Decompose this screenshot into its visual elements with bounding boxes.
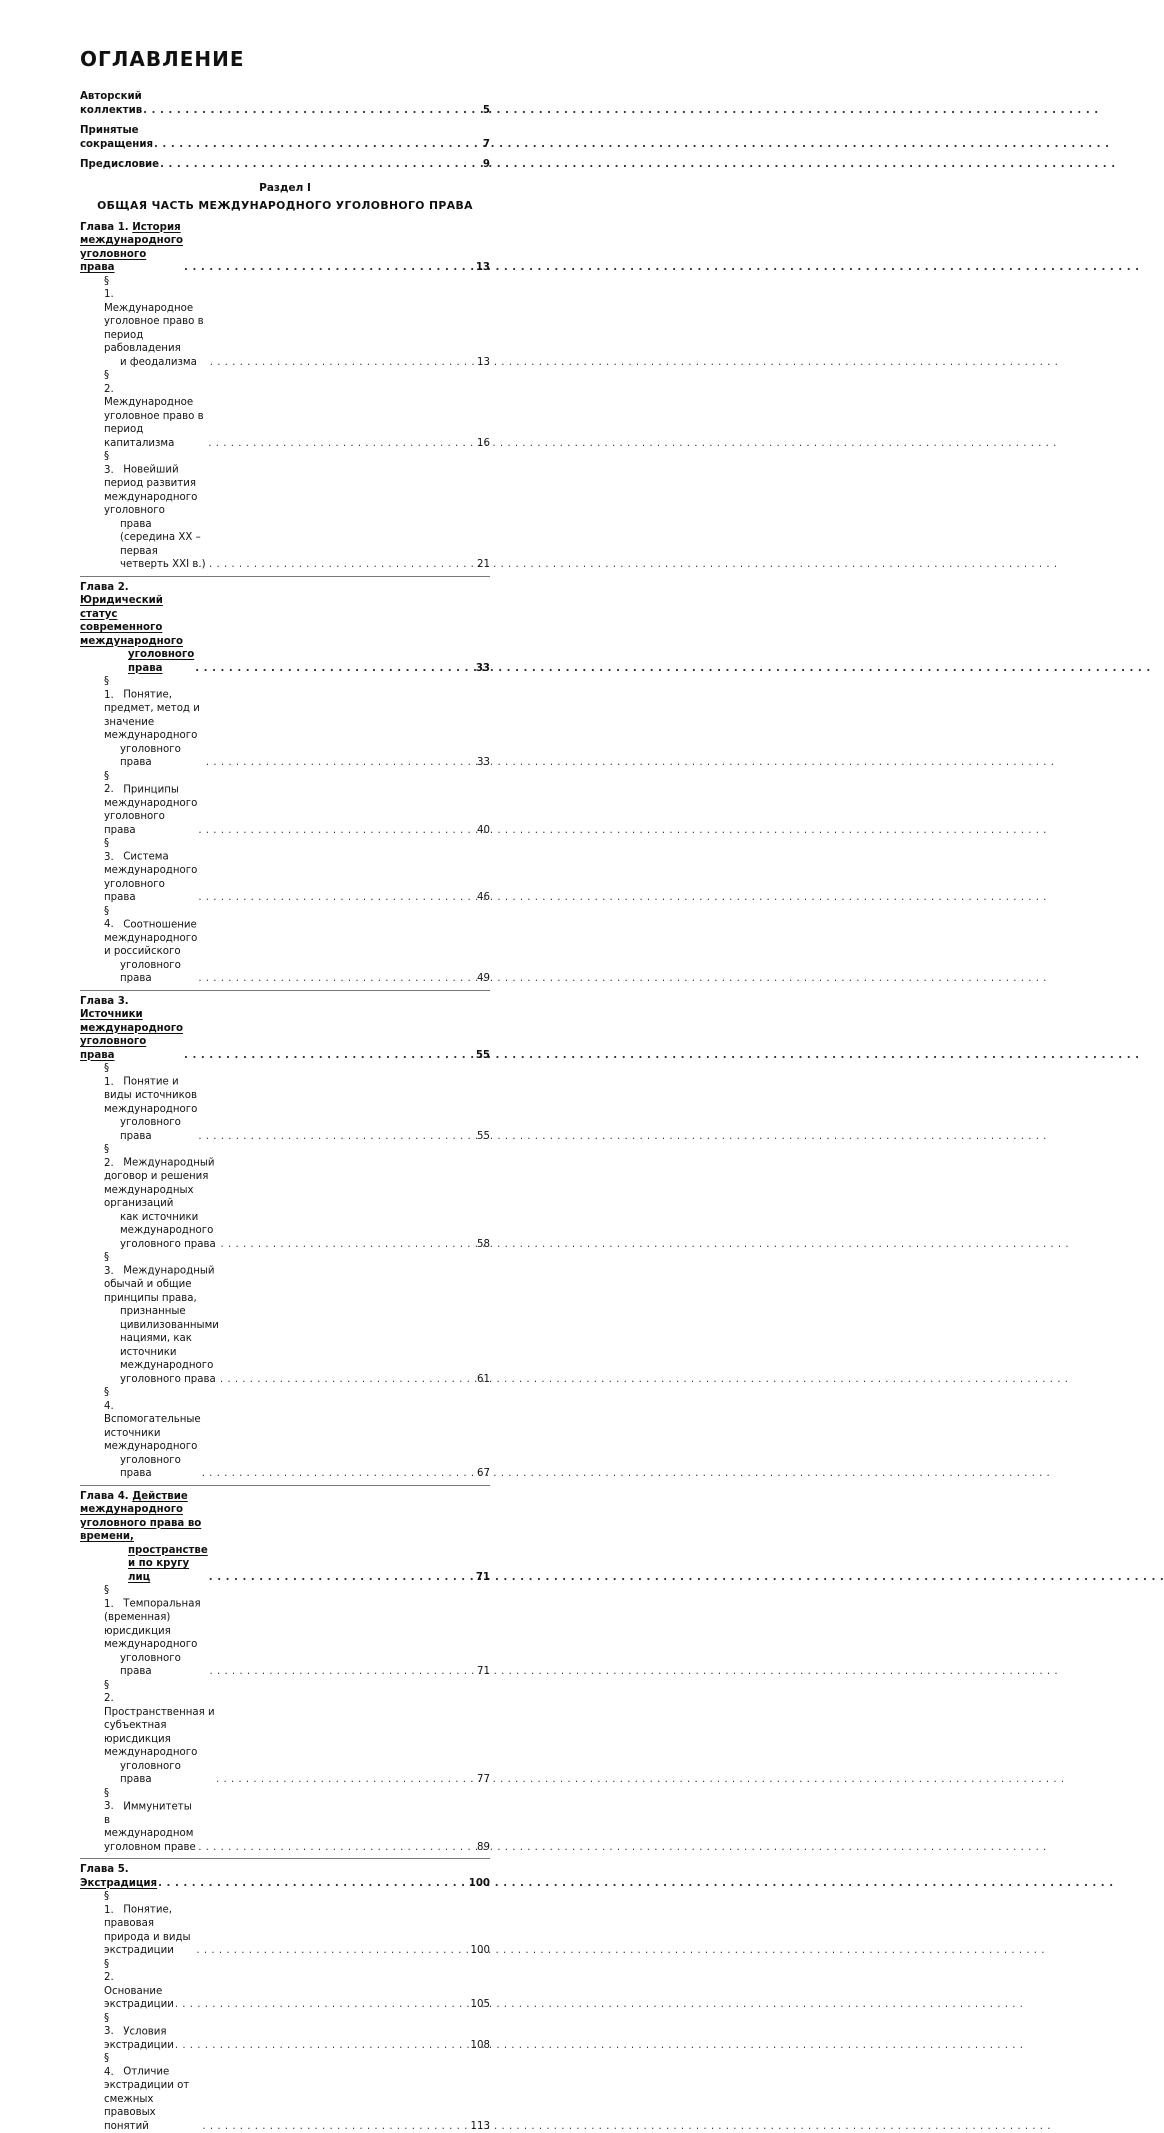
chapter-title-line: Юридический статус современного международного <box>80 595 183 647</box>
paragraph-heading <box>104 450 208 572</box>
paragraph-number: § 4. <box>104 905 120 932</box>
toc-paragraph-entry[interactable] <box>80 1386 490 1481</box>
chapter-number: Глава 4. <box>80 1491 129 1502</box>
paragraph-number: § 1. <box>104 1062 120 1089</box>
leader-dots <box>209 558 476 572</box>
chapter-divider <box>80 990 490 991</box>
paragraph-number: § 2. <box>104 1143 120 1170</box>
chapter-title-line: Действие международного уголовного права во времени, <box>80 1491 201 1543</box>
paragraph-heading <box>104 770 197 838</box>
chapter-divider <box>80 1858 490 1859</box>
paragraph-title-line: Система международного уголовного права <box>104 852 197 904</box>
toc-paragraph-entry[interactable] <box>80 675 490 770</box>
toc-page-number: 58 <box>477 1238 490 1252</box>
paragraph-heading <box>104 1890 195 1958</box>
paragraph-heading <box>104 275 209 370</box>
toc-paragraph-entry[interactable] <box>80 1143 490 1251</box>
leader-dots <box>143 104 482 118</box>
leader-dots <box>175 1998 470 2012</box>
toc-entry-authors[interactable] <box>80 90 490 117</box>
paragraph-title-line: Соотношение международного и российского <box>104 919 197 957</box>
leader-dots <box>208 437 476 451</box>
paragraph-title-line: Международный договор и решения международных организаций <box>104 1158 215 1210</box>
chapter-heading <box>80 1863 157 1890</box>
leader-dots <box>202 2120 469 2133</box>
paragraph-heading <box>104 905 197 986</box>
chapter-heading <box>80 581 194 676</box>
paragraph-title-line: международного уголовного права <box>104 1359 219 1386</box>
toc-page-number: 71 <box>477 1665 490 1679</box>
toc-page-number: 71 <box>476 1571 490 1585</box>
toc-paragraph-entry[interactable] <box>80 1890 490 1958</box>
chapter-heading <box>80 221 183 275</box>
leader-dots <box>202 1467 476 1481</box>
toc-paragraph-entry[interactable] <box>80 2012 490 2053</box>
leader-dots <box>206 756 476 770</box>
toc-paragraph-entry[interactable] <box>80 1251 490 1386</box>
paragraph-number: § 1. <box>104 675 120 702</box>
toc-page-number: 55 <box>477 1130 490 1144</box>
toc-paragraph-entry[interactable] <box>80 1787 490 1855</box>
toc-chapter-entry[interactable] <box>80 581 490 676</box>
paragraph-title-line: Условия экстрадиции <box>104 2026 174 2051</box>
toc-paragraph-entry[interactable] <box>80 450 490 572</box>
paragraph-number: § 2. <box>104 369 120 396</box>
chapter-title-line: пространстве и по кругу лиц <box>80 1544 208 1585</box>
leader-dots <box>209 1571 475 1585</box>
chapter-heading <box>80 1490 208 1585</box>
toc-page-number: 89 <box>477 1841 490 1855</box>
paragraph-title-line: Понятие и виды источников международного <box>104 1077 197 1115</box>
front-matter <box>80 90 490 172</box>
paragraph-title-line: Пространственная и субъектная юрисдикция международного <box>104 1707 215 1759</box>
paragraph-heading <box>104 2012 174 2053</box>
toc-paragraph-entry[interactable] <box>80 1679 490 1787</box>
toc-paragraph-entry[interactable] <box>80 770 490 838</box>
toc-page-number: 13 <box>476 261 490 275</box>
toc-page-number: 40 <box>477 824 490 838</box>
paragraph-heading <box>104 369 207 450</box>
leader-dots <box>154 138 482 152</box>
toc-entry-abbreviations[interactable] <box>80 124 490 151</box>
toc-chapter-entry[interactable] <box>80 995 490 1063</box>
toc-page-number: 77 <box>477 1773 490 1787</box>
toc-paragraph-entry[interactable] <box>80 2052 490 2133</box>
toc-paragraph-entry[interactable] <box>80 1584 490 1679</box>
page-title: ОГЛАВЛЕНИЕ <box>80 47 245 71</box>
chapter-title-line: уголовного права <box>80 648 194 675</box>
paragraph-title-line: и феодализма <box>104 356 209 370</box>
chapter-number: Глава 2. <box>80 582 129 593</box>
paragraph-heading <box>104 1251 219 1386</box>
chapter-title-line: Источники международного уголовного права <box>80 1009 183 1061</box>
paragraph-number: § 2. <box>104 1958 120 1985</box>
leader-dots <box>198 891 476 905</box>
paragraph-number: § 3. <box>104 1787 120 1814</box>
paragraph-title-line: права (середина XX – первая четверть XXI в.) <box>104 518 208 572</box>
toc-paragraph-entry[interactable] <box>80 1958 490 2012</box>
leader-dots <box>221 1238 477 1252</box>
section-title: ОБЩАЯ ЧАСТЬ МЕЖДУНАРОДНОГО УГОЛОВНОГО ПРАВА <box>80 199 490 212</box>
paragraph-title-line: уголовного права <box>104 1760 215 1787</box>
leader-dots <box>210 1665 477 1679</box>
leader-dots <box>216 1773 476 1787</box>
chapter-block <box>80 576 490 986</box>
toc-chapter-entry[interactable] <box>80 1863 490 1890</box>
toc-page-number: 9 <box>483 158 490 172</box>
paragraph-heading <box>104 1679 215 1787</box>
chapter-divider <box>80 576 490 577</box>
leader-dots <box>175 2039 470 2053</box>
leader-dots <box>158 1877 468 1891</box>
paragraph-heading <box>104 1787 197 1855</box>
toc-page-number: 100 <box>471 1944 490 1958</box>
toc-paragraph-entry[interactable] <box>80 905 490 986</box>
paragraph-number: § 3. <box>104 837 120 864</box>
leader-dots <box>184 1049 475 1063</box>
leader-dots <box>195 662 475 676</box>
paragraph-title-line: Новейший период развития международного уголовного <box>104 465 197 517</box>
paragraph-title-line: Международное уголовное право в период капитализма <box>104 397 204 449</box>
toc-page-number: 33 <box>476 662 490 676</box>
toc-paragraph-entry[interactable] <box>80 275 490 370</box>
paragraph-heading <box>104 1062 197 1143</box>
paragraph-heading <box>104 675 205 770</box>
chapter-list <box>80 221 490 2133</box>
table-of-contents <box>80 90 490 2133</box>
toc-entry-label: Предисловие <box>80 158 159 172</box>
leader-dots <box>198 1841 476 1855</box>
paragraph-title-line: Основание экстрадиции <box>104 1986 174 2011</box>
chapter-title-line: История международного уголовного права <box>80 222 183 274</box>
paragraph-number: § 1. <box>104 1890 120 1917</box>
toc-page-number: 46 <box>477 891 490 905</box>
chapter-divider <box>80 1485 490 1486</box>
paragraph-title-line: Отличие экстрадиции от смежных правовых понятий <box>104 2067 189 2132</box>
paragraph-title-line: Принципы международного уголовного права <box>104 784 197 836</box>
paragraph-title-line: Понятие, правовая природа и виды экстрадиции <box>104 1905 191 1957</box>
paragraph-title-line: уголовного права <box>104 743 205 770</box>
toc-chapter-entry[interactable] <box>80 1490 490 1585</box>
leader-dots <box>184 261 475 275</box>
leader-dots <box>198 824 476 838</box>
toc-paragraph-entry[interactable] <box>80 1062 490 1143</box>
paragraph-number: § 3. <box>104 1251 120 1278</box>
toc-page-number: 33 <box>477 756 490 770</box>
paragraph-title-line: уголовного права <box>104 1454 201 1481</box>
paragraph-number: § 2. <box>104 770 120 797</box>
toc-page-number: 55 <box>476 1049 490 1063</box>
toc-page-number: 7 <box>483 138 490 152</box>
toc-page-number: 61 <box>477 1373 490 1387</box>
toc-page-number: 113 <box>471 2120 490 2133</box>
toc-page-number: 67 <box>477 1467 490 1481</box>
paragraph-number: § 4. <box>104 2052 120 2079</box>
chapter-heading <box>80 995 183 1063</box>
paragraph-title-line: Темпоральная (временная) юрисдикция международного <box>104 1599 201 1651</box>
leader-dots <box>198 972 476 986</box>
toc-entry-label: Авторский коллектив <box>80 90 142 117</box>
chapter-number: Глава 3. <box>80 996 129 1007</box>
toc-entry-preface[interactable] <box>80 158 490 172</box>
paragraph-title-line: Иммунитеты в международном уголовном праве <box>104 1801 196 1853</box>
paragraph-heading <box>104 1143 220 1251</box>
toc-chapter-entry[interactable] <box>80 221 490 275</box>
chapter-block <box>80 990 490 1481</box>
paragraph-heading <box>104 837 197 905</box>
paragraph-number: § 2. <box>104 1679 120 1706</box>
paragraph-title-line: как источники международного уголовного права <box>104 1211 220 1252</box>
paragraph-heading <box>104 2052 201 2133</box>
paragraph-number: § 1. <box>104 1584 120 1611</box>
toc-page-number: 49 <box>477 972 490 986</box>
leader-dots <box>198 1130 476 1144</box>
paragraph-heading <box>104 1958 174 2012</box>
paragraph-number: § 3. <box>104 2012 120 2039</box>
toc-page-number: 21 <box>477 558 490 572</box>
chapter-number: Глава 5. <box>80 1864 129 1875</box>
toc-page-number: 16 <box>477 437 490 451</box>
toc-entry-label: Принятые сокращения <box>80 124 153 151</box>
paragraph-number: § 1. <box>104 275 120 302</box>
section-label: Раздел I <box>80 182 490 194</box>
paragraph-title-line: уголовного права <box>104 959 197 986</box>
leader-dots <box>160 158 482 172</box>
chapter-title-line: Экстрадиция <box>80 1878 157 1889</box>
paragraph-number: § 4. <box>104 1386 120 1413</box>
paragraph-heading <box>104 1386 201 1481</box>
toc-paragraph-entry[interactable] <box>80 837 490 905</box>
paragraph-number: § 3. <box>104 450 120 477</box>
toc-page-number: 100 <box>469 1877 490 1891</box>
toc-paragraph-entry[interactable] <box>80 369 490 450</box>
toc-page-number: 5 <box>483 104 490 118</box>
paragraph-title-line: уголовного права <box>104 1652 209 1679</box>
chapter-block <box>80 1485 490 1855</box>
toc-page-number: 105 <box>471 1998 490 2012</box>
leader-dots <box>196 1944 469 1958</box>
leader-dots <box>220 1373 476 1387</box>
leader-dots <box>210 356 476 370</box>
paragraph-title-line: Вспомогательные источники международного <box>104 1414 201 1452</box>
paragraph-title-line: уголовного права <box>104 1116 197 1143</box>
chapter-block <box>80 1858 490 2133</box>
chapter-block <box>80 221 490 572</box>
toc-page-number: 13 <box>477 356 490 370</box>
chapter-number: Глава 1. <box>80 222 129 233</box>
paragraph-title-line: Понятие, предмет, метод и значение международного <box>104 690 200 742</box>
paragraph-heading <box>104 1584 209 1679</box>
paragraph-title-line: Международный обычай и общие принципы права, <box>104 1266 215 1304</box>
toc-page-number: 108 <box>471 2039 490 2053</box>
paragraph-title-line: Международное уголовное право в период рабовладения <box>104 303 204 355</box>
paragraph-title-line: признанные цивилизованными нациями, как источники <box>104 1305 219 1359</box>
